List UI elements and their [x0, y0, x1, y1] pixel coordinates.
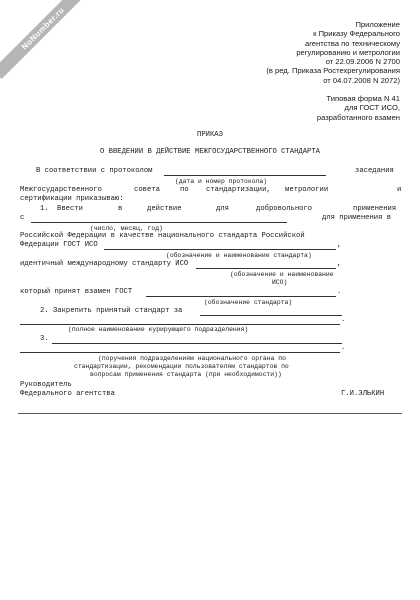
item-1-word: добровольного — [256, 205, 313, 213]
header-line: регулированию и метрологии — [296, 47, 400, 57]
hint-designation-name-2: (обозначение и наименование — [230, 271, 334, 278]
council-word: по — [180, 186, 189, 194]
signer-role: Федерального агентства — [20, 390, 115, 398]
appendix-header — [266, 20, 400, 85]
header-line: к Приказу Федерального — [313, 29, 400, 39]
hint-orders: стандартизации, рекомендации пользователям стандартов по — [74, 363, 289, 370]
hint-orders: (поручения подразделениям национального органа по — [98, 355, 286, 362]
header-line: (в ред. Приказа Ростехрегулирования — [266, 66, 400, 76]
signer-role: Руководитель — [20, 381, 72, 389]
signer-name: Г.И.ЭЛЬКИН — [341, 390, 385, 398]
item-1-word: применения — [353, 205, 397, 213]
identical-text: идентичный международному стандарту ИСО — [20, 260, 189, 268]
form-line: для ГОСТ ИСО, — [344, 103, 400, 113]
header-line: от 04.07.2008 N 2072) — [323, 75, 400, 85]
bottom-divider — [18, 413, 402, 414]
document-subtitle: О ВВЕДЕНИИ В ДЕЙСТВИЕ МЕЖГОСУДАРСТВЕННОГО СТАНДАРТА — [100, 148, 320, 156]
period: . — [341, 344, 346, 352]
item-1-number: 1. — [40, 205, 49, 213]
header-line: Приложение — [355, 20, 400, 29]
iso-field — [196, 268, 336, 269]
order-text: сертификации приказываю: — [20, 195, 124, 203]
protocol-text: В соответствии с протоколом — [36, 167, 153, 175]
hint-orders: вопросам применения стандарта (при необходимости)) — [90, 371, 282, 378]
hint-date: (число, месяц, год) — [90, 225, 163, 232]
hint-dept: (полное наименование курирующего подразделения) — [68, 326, 249, 333]
form-line: разработанного взамен — [316, 112, 400, 122]
from-text: с — [20, 214, 25, 222]
protocol-field — [164, 175, 326, 176]
council-word: метрологии — [285, 186, 329, 194]
hint-designation-name-2b: ИСО) — [272, 279, 288, 286]
comma: , — [337, 241, 342, 249]
hint-protocol: (дата и номер протокола) — [175, 178, 268, 185]
dept-field-1 — [200, 315, 342, 316]
hint-designation: (обозначение стандарта) — [204, 299, 293, 306]
header-line: агентства по техническому — [304, 38, 400, 48]
orders-field-2 — [20, 352, 340, 353]
item-1-word: в — [118, 205, 123, 213]
form-type-header — [317, 94, 400, 122]
apply-text: для применения в — [322, 214, 392, 222]
replaced-text: который принят взамен ГОСТ — [20, 288, 133, 296]
item-1-word: для — [216, 205, 229, 213]
item-2-text: 2. Закрепить принятый стандарт за — [40, 307, 183, 315]
form-line: Типовая форма N 41 — [326, 94, 400, 103]
period: . — [341, 316, 346, 324]
period: . — [337, 288, 342, 296]
council-word: Межгосударственного — [20, 186, 102, 194]
item-3-number: 3. — [40, 335, 49, 343]
orders-field-1 — [52, 343, 342, 344]
hint-designation-name: (обозначение и наименование стандарта) — [166, 252, 312, 259]
council-word: стандартизации, — [206, 186, 271, 194]
council-word: и — [397, 186, 402, 194]
council-word: совета — [134, 186, 160, 194]
rf-gost-text: Федерации ГОСТ ИСО — [20, 241, 98, 249]
item-1-word: Ввести — [57, 205, 83, 213]
gost-iso-field — [104, 249, 336, 250]
session-text: заседания — [355, 167, 394, 175]
header-line: от 22.09.2006 N 2700 — [325, 57, 400, 67]
item-1-word: действие — [147, 205, 182, 213]
rf-text: Российской Федерации в качестве национального стандарта Российской — [20, 232, 305, 240]
document-title: ПРИКАЗ — [197, 131, 223, 139]
comma: , — [337, 260, 342, 268]
date-field — [31, 222, 287, 223]
watermark: NoNumber.ru — [0, 0, 94, 79]
replaced-gost-field — [146, 296, 336, 297]
